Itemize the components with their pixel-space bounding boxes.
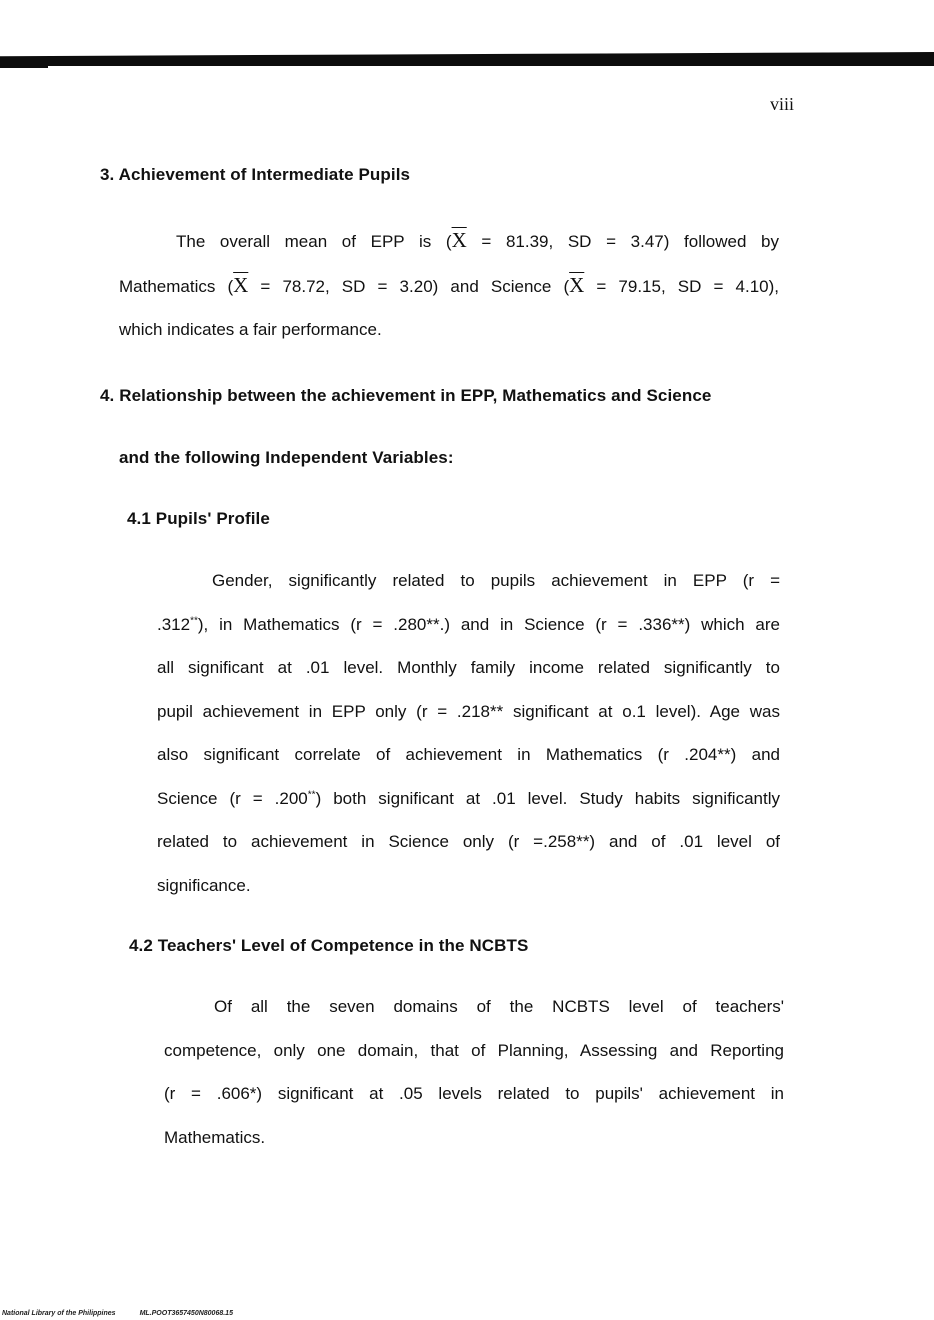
footer-document-id: ML.POOT3657450N80068.15: [139, 1310, 233, 1317]
paragraph-line: competence, only one domain, that of Planning, Assessing and Reporting: [164, 1040, 784, 1060]
text-run: = 79.15, SD = 4.10),: [584, 276, 780, 296]
paragraph-line: significance.: [157, 875, 251, 895]
scan-border-bar: [0, 52, 934, 66]
section-4-2-paragraph: [164, 985, 784, 1159]
section-4-heading-continued: and the following Independent Variables:: [119, 448, 454, 467]
paragraph-line: all significant at .01 level. Monthly family income related significantly to: [157, 658, 780, 677]
text-run: = 81.39, SD = 3.47) followed by: [466, 232, 780, 251]
section-4-1-heading: 4.1 Pupils' Profile: [127, 509, 270, 528]
page-number: viii: [770, 94, 795, 114]
paragraph-line: which indicates a fair performance.: [119, 320, 382, 339]
paragraph-line: pupil achievement in EPP only (r = .218** significant at o.1 level). Age was: [157, 701, 780, 721]
text-run: Science (r = .200: [157, 788, 308, 808]
mean-symbol: $\overline{X}$: [569, 272, 585, 297]
text-run: ), in Mathematics (r = .280**.) and in Science (r = .336**) which are: [197, 614, 780, 634]
library-footer: [2, 1310, 257, 1317]
text-run: .312: [157, 614, 191, 634]
paragraph-line: [157, 777, 780, 821]
paragraph-line: Of all the seven domains of the NCBTS level of teachers': [214, 997, 784, 1016]
paragraph-line: related to achievement in Science only (r =.258**) and of .01 level of: [157, 832, 780, 851]
paragraph-line: [157, 603, 780, 647]
section-4-1-paragraph: [157, 559, 780, 907]
superscript: **: [190, 614, 198, 626]
text-run: Mathematics (: [119, 276, 234, 296]
paragraph-line: [119, 264, 779, 309]
mean-symbol: $\overline{X}$: [233, 272, 249, 297]
section-3-heading: 3. Achievement of Intermediate Pupils: [100, 165, 411, 184]
paragraph-line: (r = .606*) significant at .05 levels related to pupils' achievement in: [164, 1084, 784, 1103]
section-4-2-heading: 4.2 Teachers' Level of Competence in the NCBTS: [129, 936, 529, 955]
text-run: = 78.72, SD = 3.20) and Science (: [248, 276, 570, 296]
paragraph-line: [119, 219, 779, 264]
superscript: **: [307, 788, 316, 800]
mean-symbol: $\overline{X}$: [451, 228, 467, 252]
paragraph-line: also significant correlate of achievement in Mathematics (r .204**) and: [157, 745, 780, 764]
scan-border-mark: [0, 60, 48, 68]
footer-library-name: National Library of the Philippines: [2, 1310, 116, 1317]
paragraph-line: Mathematics.: [164, 1127, 266, 1147]
paragraph-line: Gender, significantly related to pupils achievement in EPP (r =: [212, 571, 780, 590]
text-run: The overall mean of EPP is (: [176, 232, 452, 251]
text-run: ) both significant at .01 level. Study habits significantly: [315, 788, 780, 808]
section-4-heading: 4. Relationship between the achievement in EPP, Mathematics and Science: [100, 386, 712, 405]
section-3-paragraph: [119, 219, 779, 352]
